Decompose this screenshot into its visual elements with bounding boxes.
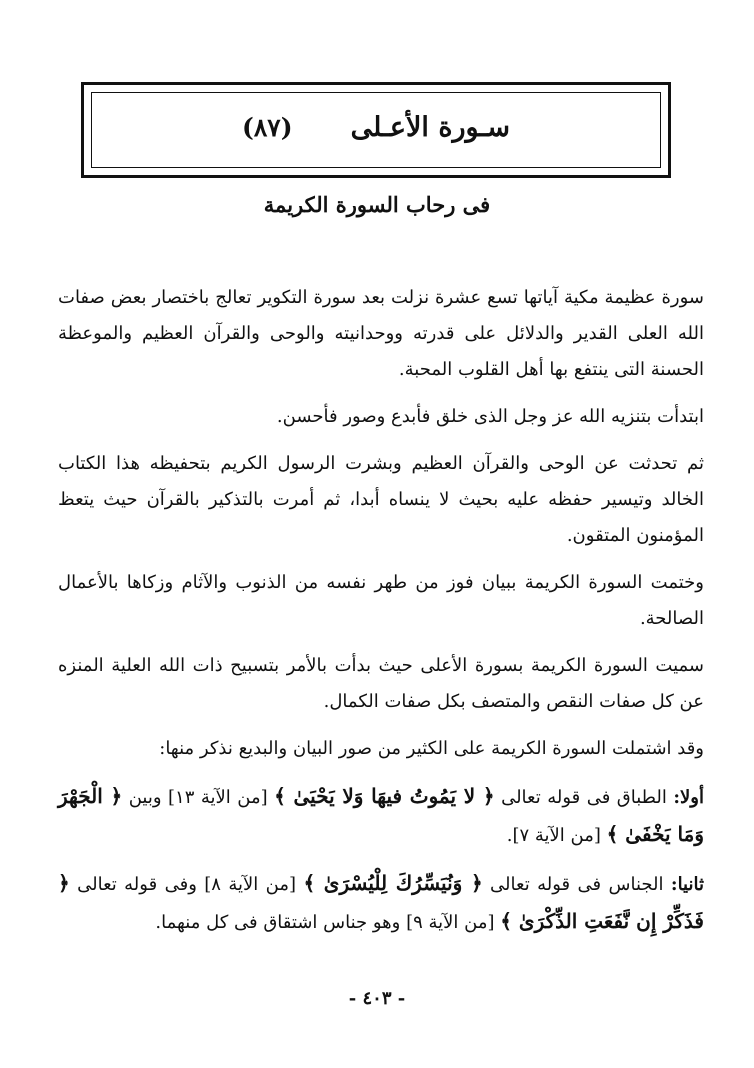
paragraph-rhetoric-intro: وقد اشتملت السورة الكريمة على الكثير من صور البيان والبديع نذكر منها:	[159, 738, 704, 759]
paragraph-conclusion: وختمت السورة الكريمة ببيان فوز من طهر نفسه من الذنوب والآثام وزكاها بالأعمال الصالحة.	[58, 572, 704, 629]
item-label: أولا:	[673, 787, 704, 808]
paragraph-naming: سميت السورة الكريمة بسورة الأعلى حيث بدأت بالأمر بتسبيح ذات الله العلية المنزه عن كل صفات النقص والمتصف بكل صفات الكمال.	[58, 655, 704, 712]
surah-number: (٨٧)	[242, 112, 293, 142]
quran-verse: ﴿ وَنُيَسِّرُكَ لِلْيُسْرَىٰ ﴾	[303, 871, 483, 895]
surah-title-frame	[81, 82, 671, 178]
rhetoric-item-first	[58, 778, 704, 854]
quran-verse: ﴿ لا يَمُوتُ فيهَا وَلا يَحْيَىٰ ﴾	[274, 784, 495, 808]
verse-reference: [من الآية ٨] وفى قوله تعالى	[69, 874, 304, 895]
item-text: الطباق فى قوله تعالى	[494, 787, 674, 808]
item-label: ثانيا:	[670, 874, 704, 895]
rhetoric-item-second	[58, 865, 704, 941]
item-text: الجناس فى قوله تعالى	[482, 874, 671, 895]
section-subtitle: فى رحاب السورة الكريمة	[263, 192, 491, 217]
body-text	[58, 280, 704, 952]
verse-reference: [من الآية ١٣] وبين	[122, 787, 275, 808]
paragraph-revelation: ثم تحدثت عن الوحى والقرآن العظيم وبشرت الرسول الكريم بتحفيظه هذا الكتاب الخالد وتيسير حفظه عليه بحيث لا ينساه أبدا، ثم أمرت بالتذكير بالقرآن حيث يتعظ المؤمنون المتقون.	[58, 453, 704, 546]
surah-title-row	[84, 107, 668, 147]
page-number: - ٤٠٣ -	[348, 988, 406, 1009]
paragraph-opening: ابتدأت بتنزيه الله عز وجل الذى خلق فأبدع وصور فأحسن.	[276, 406, 704, 427]
paragraph-intro: سورة عظيمة مكية آياتها تسع عشرة نزلت بعد سورة التكوير تعالج باختصار بعض صفات الله العلى القدير والدلائل على قدرته ووحدانيته والوحى والقرآن العظيم والموعظة الحسنة التى ينتفع بها أهل القلوب المحبة.	[58, 287, 704, 380]
verse-reference: [من الآية ٩] وهو جناس اشتقاق فى كل منهما.	[155, 912, 501, 933]
verse-reference: [من الآية ٧].	[506, 825, 607, 846]
surah-name: سـورة الأعـلى	[350, 111, 510, 143]
quran-verse: ﴿ فَذَكِّرْ إِن نَّفَعَتِ الذِّكْرَىٰ ﴾	[58, 871, 704, 933]
quran-verse: ﴿ الْجَهْرَ وَمَا يَخْفَىٰ ﴾	[58, 784, 704, 846]
